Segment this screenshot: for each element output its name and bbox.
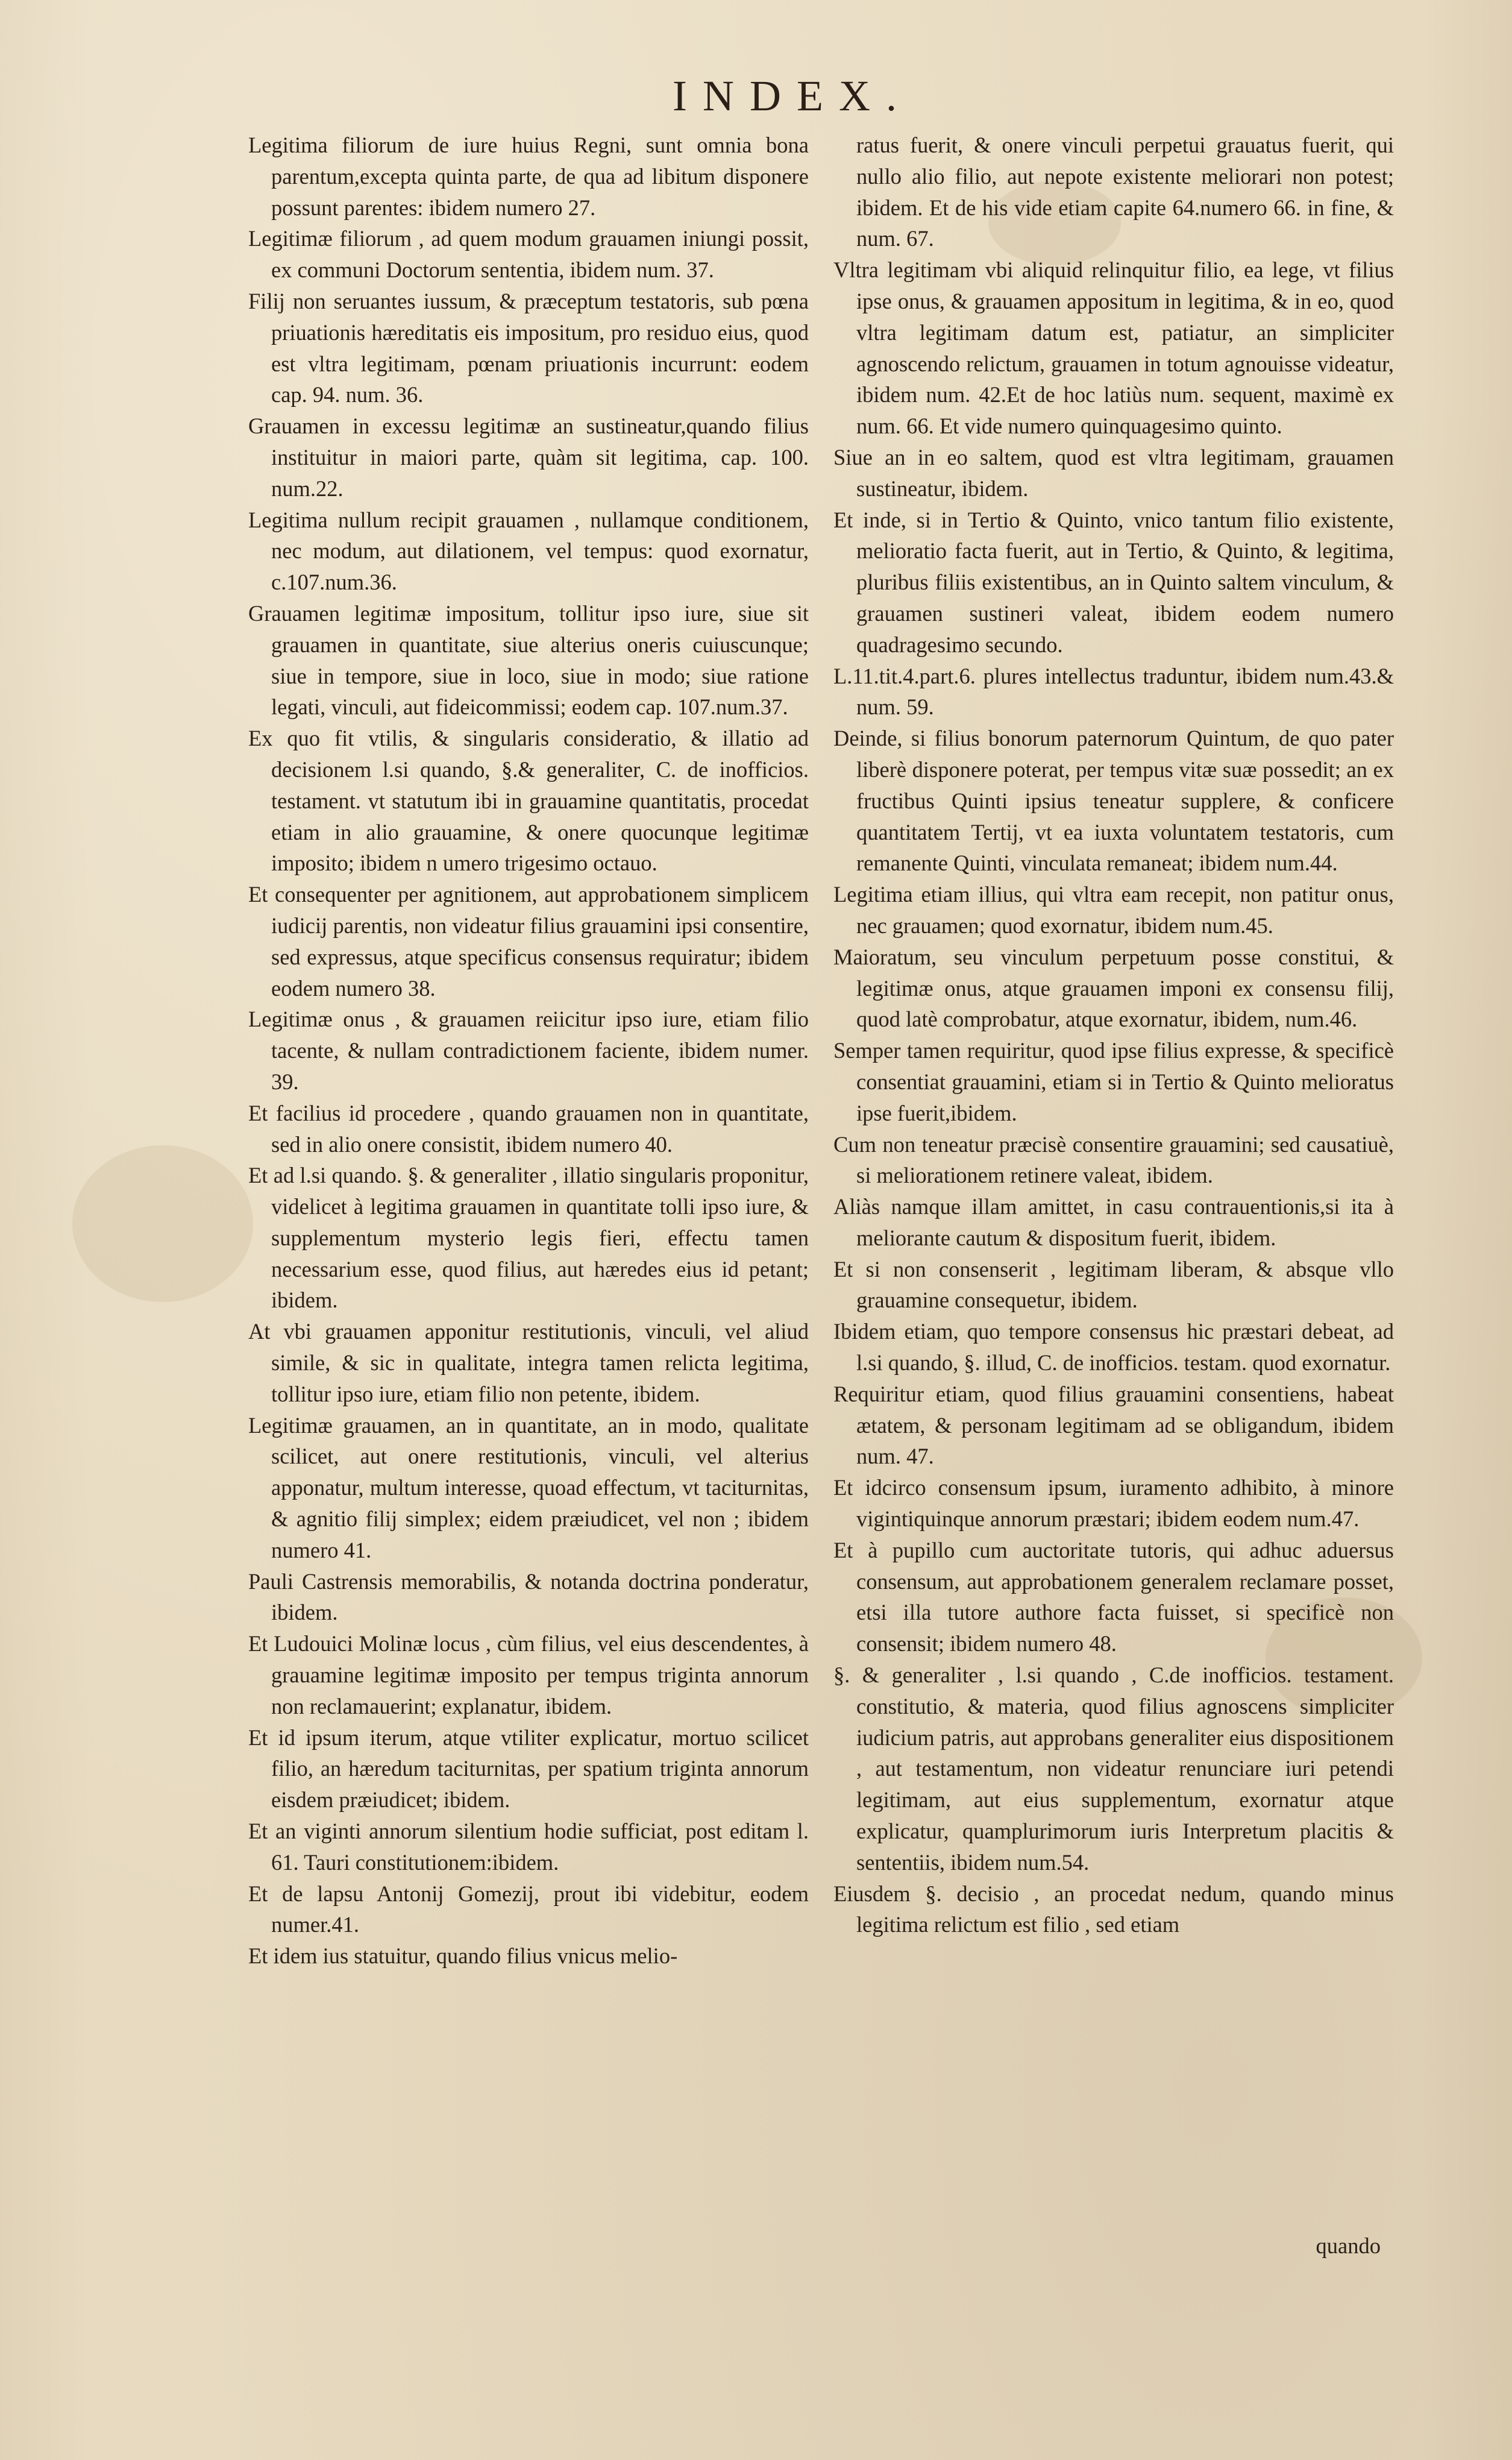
index-entry: Eiusdem §. decisio , an procedat nedum, quando minus legitima relictum est filio , sed etiam (833, 1881, 1394, 1937)
catchword: quando (1316, 2233, 1381, 2258)
index-entry: Legitima etiam illius, qui vltra eam recepit, non patitur onus, nec grauamen; quod exornatur, ibidem num.45. (833, 882, 1394, 938)
page-title: INDEX. (673, 72, 912, 120)
index-entry: Et si non consenserit , legitimam liberam, & absque vllo grauamine consequetur, ibidem. (833, 1256, 1394, 1313)
index-entry: Et facilius id procedere , quando grauamen non in quantitate, sed in alio onere consistit, ibidem numero 40. (248, 1100, 809, 1157)
right-column (833, 130, 1394, 1940)
index-entry: Ex quo fit vtilis, & singularis consideratio, & illatio ad decisionem l.si quando, §.& generaliter, C. de inofficios. testament. vt statutum ibi in grauamine quantitatis, procedat etiam in alio grauamine, & onere quocunque legitimæ imposito; ibidem n umero trigesimo octauo. (248, 726, 809, 876)
index-entry: Et ad l.si quando. §. & generaliter , illatio singularis proponitur, videlicet à legitima grauamen in quantitate tolli ipso iure, & supplementum mysterio legis fieri, effectu tamen necessarium esse, quod filius, aut hæredes eius id petant; ibidem. (248, 1163, 809, 1313)
index-entry: §. & generaliter , l.si quando , C.de inofficios. testament. constitutio, & materia, quod filius agnoscens simpliciter iudicium patris, aut approbans generaliter eius dispositionem , aut testamentum, non videatur renunciare iuri petendi legitimam, aut eius supplementum, exornatur atque explicatur, quamplurimorum iuris Interpretum placitis & sententiis, ibidem num.54. (833, 1663, 1394, 1875)
index-entry: Legitima nullum recipit grauamen , nullamque conditionem, nec modum, aut dilationem, vel tempus: quod exornatur, c.107.num.36. (248, 507, 809, 595)
index-entry: Et id ipsum iterum, atque vtiliter explicatur, mortuo scilicet filio, an hæredum taciturnitas, per spatium triginta annorum eisdem præiudicet; ibidem. (248, 1725, 809, 1813)
paper-stain (72, 1145, 253, 1302)
index-entry: Et consequenter per agnitionem, aut approbationem simplicem iudicij parentis, non videatur filius grauamini ipsi consentire, sed expressus, atque specificus consensus requiratur; ibidem eodem numero 38. (248, 882, 809, 1001)
index-entry-continued: ratus fuerit, & onere vinculi perpetui grauatus fuerit, qui nullo alio filio, aut nepote existente meliorari non potest; ibidem. Et de his vide etiam capite 64.numero 66. in fine, & num. 67. (856, 133, 1394, 251)
index-entry: Cum non teneatur præcisè consentire grauamini; sed causatiuè, si meliorationem retinere valeat, ibidem. (833, 1131, 1394, 1188)
index-entry: Requiritur etiam, quod filius grauamini consentiens, habeat ætatem, & personam legitimam ad se obligandum, ibidem num. 47. (833, 1381, 1394, 1469)
index-entry: Maioratum, seu vinculum perpetuum posse constitui, & legitimæ onus, atque grauamen imponi ex consensu filij, quod latè comprobatur, atque exornatur, ibidem, num.46. (833, 944, 1394, 1032)
index-entry: Et an viginti annorum silentium hodie sufficiat, post editam l. 61. Tauri constitutionem:ibidem. (248, 1819, 809, 1875)
index-entry: Et idcirco consensum ipsum, iuramento adhibito, à minore vigintiquinque annorum præstari; ibidem eodem num.47. (833, 1475, 1394, 1532)
left-column (248, 130, 809, 1972)
index-entry: Legitimæ filiorum , ad quem modum grauamen iniungi possit, ex communi Doctorum sententia, ibidem num. 37. (248, 226, 809, 283)
index-entry: Filij non seruantes iussum, & præceptum testatoris, sub pœna priuationis hæreditatis eis impositum, pro residuo eius, quod est vltra legitimam, pœnam priuationis incurrunt: eodem cap. 94. num. 36. (248, 288, 809, 407)
index-entry: Et idem ius statuitur, quando filius vnicus melio- (248, 1943, 678, 1969)
index-entry: Legitimæ onus , & grauamen reiicitur ipso iure, etiam filio tacente, & nullam contradictionem faciente, ibidem numer. 39. (248, 1007, 809, 1094)
index-entry: Et Ludouici Molinæ locus , cùm filius, vel eius descendentes, à grauamine legitimæ imposito per tempus triginta annorum non reclamauerint; explanatur, ibidem. (248, 1631, 809, 1719)
index-entry: Deinde, si filius bonorum paternorum Quintum, de quo pater liberè disponere poterat, per tempus vitæ suæ possedit; an ex fructibus Quinti ipsius teneatur supplere, & conficere quantitatem Tertij, vt ea iuxta voluntatem testatoris, cum remanente Quinti, vinculata remaneat; ibidem num.44. (833, 726, 1394, 876)
index-entry: Siue an in eo saltem, quod est vltra legitimam, grauamen sustineatur, ibidem. (833, 444, 1394, 501)
index-entry: Grauamen legitimæ impositum, tollitur ipso iure, siue sit grauamen in quantitate, siue alterius oneris cuiuscunque; siue in tempore, siue in loco, siue in modo; siue ratione legati, vinculi, aut fideicommissi; eodem cap. 107.num.37. (248, 600, 809, 720)
index-entry: L.11.tit.4.part.6. plures intellectus traduntur, ibidem num.43.& num. 59. (833, 663, 1394, 720)
index-entry: Et inde, si in Tertio & Quinto, vnico tantum filio existente, melioratio facta fuerit, aut in Tertio, & Quinto, & legitima, pluribus filiis existentibus, an in Quinto saltem vinculum, & grauamen sustineri valeat, ibidem eodem numero quadragesimo secundo. (833, 507, 1394, 657)
index-entry: Et à pupillo cum auctoritate tutoris, qui adhuc aduersus consensum, aut approbationem generalem reclamare posset, etsi illa tutore authore facta fuisset, si specificè non consensit; ibidem numero 48. (833, 1537, 1394, 1656)
index-entry: Ibidem etiam, quo tempore consensus hic præstari debeat, ad l.si quando, §. illud, C. de inofficios. testam. quod exornatur. (833, 1319, 1394, 1376)
index-entry: Pauli Castrensis memorabilis, & notanda doctrina ponderatur, ibidem. (248, 1568, 809, 1625)
index-entry: At vbi grauamen apponitur restitutionis, vinculi, vel aliud simile, & sic in qualitate, integra tamen relicta legitima, tollitur ipso iure, etiam filio non petente, ibidem. (248, 1319, 809, 1406)
index-entry: Et de lapsu Antonij Gomezij, prout ibi videbitur, eodem numer.41. (248, 1881, 809, 1937)
index-entry: Legitima filiorum de iure huius Regni, sunt omnia bona parentum,excepta quinta parte, de qua ad libitum disponere possunt parentes: ibidem numero 27. (248, 133, 809, 220)
index-entry: Legitimæ grauamen, an in quantitate, an in modo, qualitate scilicet, aut onere restitutionis, vinculi, vel alterius apponatur, multum interesse, quoad effectum, vt taciturnitas, & agnitio filij simplex; eidem præiudicet, vel non ; ibidem numero 41. (248, 1412, 809, 1562)
index-entry: Grauamen in excessu legitimæ an sustineatur,quando filius instituitur in maiori parte, quàm sit legitima, cap. 100. num.22. (248, 414, 809, 501)
index-entry: Aliàs namque illam amittet, in casu contrauentionis,si ita à meliorante cautum & dispositum fuerit, ibidem. (833, 1194, 1394, 1250)
index-entry: Vltra legitimam vbi aliquid relinquitur filio, ea lege, vt filius ipse onus, & grauamen appositum in legitima, & in eo, quod vltra legitimam datum est, patiatur, an simpliciter agnoscendo relictum, grauamen in totum agnouisse videatur, ibidem num. 42.Et de hoc latiùs num. sequent, maximè ex num. 66. Et vide numero quinquagesimo quinto. (833, 257, 1394, 439)
index-entry: Semper tamen requiritur, quod ipse filius expresse, & specificè consentiat grauamini, etiam si in Tertio & Quinto melioratus ipse fuerit,ibidem. (833, 1038, 1394, 1125)
